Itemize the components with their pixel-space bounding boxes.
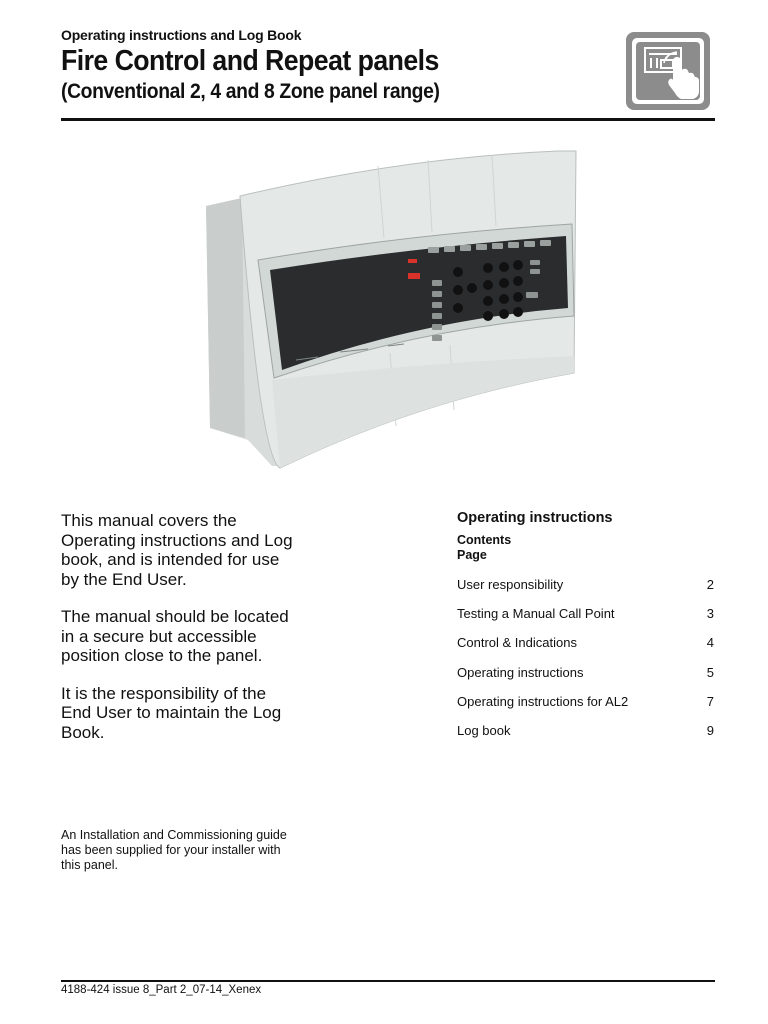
table-of-contents <box>457 509 715 751</box>
toc-entry-page: 3 <box>706 606 714 622</box>
toc-contents-label: Contents <box>457 533 512 547</box>
document-code: 4188-424 issue 8_Part 2_07-14_Xenex <box>61 984 262 996</box>
toc-entry-label: Log book <box>457 722 511 738</box>
toc-list <box>457 576 715 751</box>
toc-page-label: Page <box>457 548 487 562</box>
footer-rule <box>61 980 715 982</box>
toc-entry-page: 5 <box>706 664 714 680</box>
toc-entry-label: Operating instructions for AL2 <box>457 693 629 709</box>
toc-entry-label: Control & Indications <box>457 635 577 651</box>
toc-entry-operating-instructions-al2[interactable] <box>457 693 715 722</box>
header-rule <box>61 118 715 121</box>
document-subtitle: (Conventional 2, 4 and 8 Zone panel range) <box>61 80 440 103</box>
toc-entry-user-responsibility[interactable] <box>457 576 715 605</box>
toc-heading: Operating instructions <box>457 510 613 526</box>
toc-entry-control-indications[interactable] <box>457 634 715 663</box>
toc-entry-page: 4 <box>706 635 714 651</box>
panel-touch-icon <box>625 31 711 111</box>
toc-entry-label: User responsibility <box>457 577 564 592</box>
installation-guide-note: An Installation and Commissioning guide has been supplied for your installer with this panel. <box>61 828 287 872</box>
intro-column <box>61 511 301 760</box>
toc-entry-label: Testing a Manual Call Point <box>457 606 615 622</box>
toc-entry-testing-call-point[interactable] <box>457 605 715 634</box>
document-title: Fire Control and Repeat panels <box>61 45 439 77</box>
toc-entry-label: Operating instructions <box>457 664 584 680</box>
toc-entry-operating-instructions[interactable] <box>457 664 715 693</box>
intro-paragraph: It is the responsibility of the End User to maintain the Log Book. <box>61 683 282 742</box>
toc-entry-page: 9 <box>706 722 714 738</box>
toc-entry-page: 7 <box>706 693 714 709</box>
toc-entry-log-book[interactable] <box>457 722 715 751</box>
document-header <box>61 26 641 106</box>
intro-paragraph: The manual should be located in a secure but accessible position close to the panel. <box>61 607 289 665</box>
fire-panel-photo <box>200 148 580 473</box>
document-kicker: Operating instructions and Log Book <box>61 27 302 43</box>
toc-entry-page: 2 <box>706 577 714 592</box>
intro-paragraph: This manual covers the Operating instructions and Log book, and is intended for use by the End User. <box>61 511 293 589</box>
